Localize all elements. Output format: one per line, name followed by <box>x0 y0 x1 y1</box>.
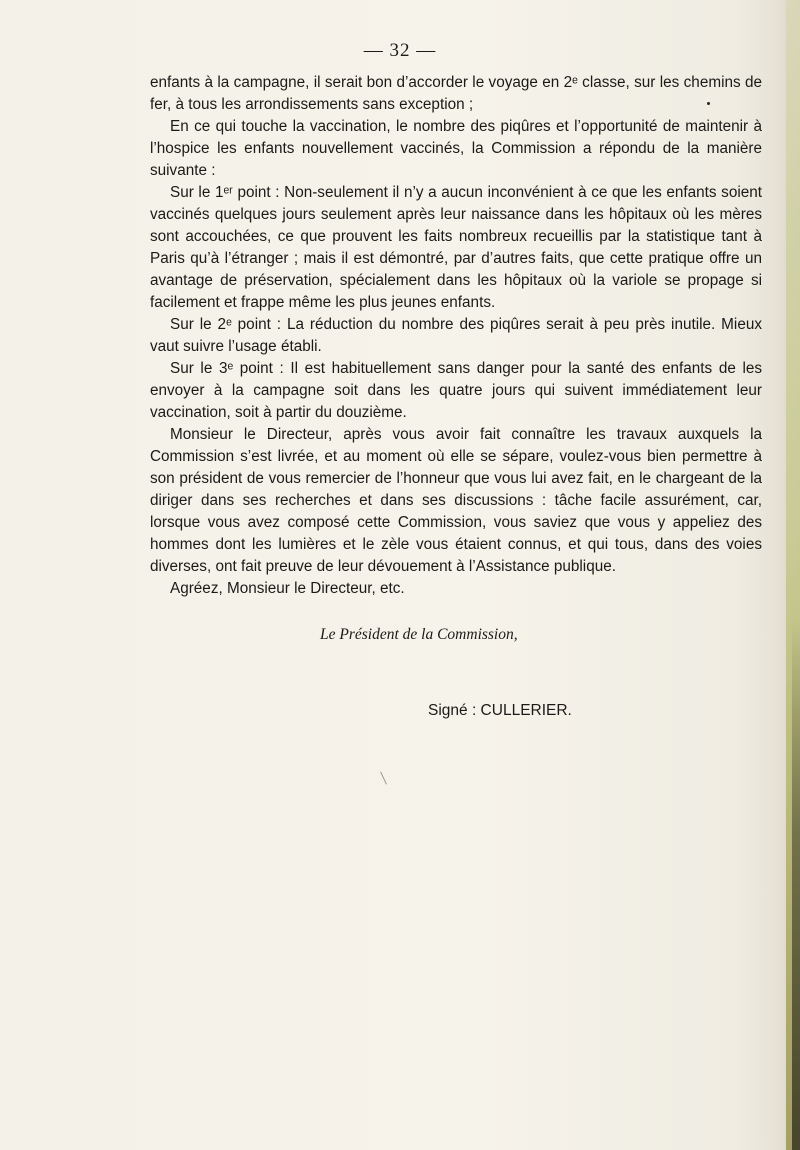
paragraph-5: Sur le 3ᵉ point : Il est habituellement sans danger pour la santé des enfants de les envoyer à la campagne soit dans les quatre jours qui suivent immédiatement leur vaccination, soit à partir du douzième. <box>150 360 762 421</box>
paragraph-3: Sur le 1ᵉʳ point : Non-seulement il n’y a aucun inconvénient à ce que les enfants soient vaccinés quelques jours seulement après leur naissance dans les hôpitaux où les mères sont accouchées, ce que prouvent les faits nombreux recueillis par la statistique tant à Paris qu’à l’étranger ; mais il est démontré, par d’autres faits, que cette pratique offre un avantage de préservation, spécialement dans les hôpitaux où la variole se propage si facilement et frappe même les plus jeunes enfants. <box>150 184 762 311</box>
paragraph-2: En ce qui touche la vaccination, le nombre des piqûres et l’opportunité de maintenir à l’hospice les enfants nouvellement vaccinés, la Commission a répondu de la manière suivante : <box>150 118 762 179</box>
page-edge-shadow <box>792 620 800 1150</box>
stray-mark <box>380 771 387 784</box>
paragraph-7: Agréez, Monsieur le Directeur, etc. <box>170 580 405 597</box>
signature-title: Le Président de la Commission, <box>320 626 518 643</box>
ink-speck <box>707 102 710 105</box>
paragraph-1: enfants à la campagne, il serait bon d’accorder le voyage en 2ᵉ classe, sur les chemins de fer, à tous les arrondissements sans exception ; <box>150 74 762 113</box>
body-text <box>150 72 762 600</box>
paragraph-4: Sur le 2ᵉ point : La réduction du nombre des piqûres serait à peu près inutile. Mieux vaut suivre l’usage établi. <box>150 316 762 355</box>
page-number: — 32 — <box>363 40 437 61</box>
signature-name: Signé : CULLERIER. <box>428 702 572 719</box>
paragraph-6: Monsieur le Directeur, après vous avoir fait connaître les travaux auxquels la Commission s’est livrée, et au moment où elle se sépare, voulez-vous bien permettre à son président de vous remercier de l’honneur que vous lui avez fait, en le chargeant de la diriger dans ses recherches et dans ses discussions : tâche facile assurément, car, lorsque vous avez composé cette Commission, vous saviez que vous y appeliez des hommes dont les lumières et le zèle vous étaient connus, et qui tous, dans des voies diverses, ont fait preuve de leur dévouement à l’Assistance publique. <box>150 426 762 575</box>
